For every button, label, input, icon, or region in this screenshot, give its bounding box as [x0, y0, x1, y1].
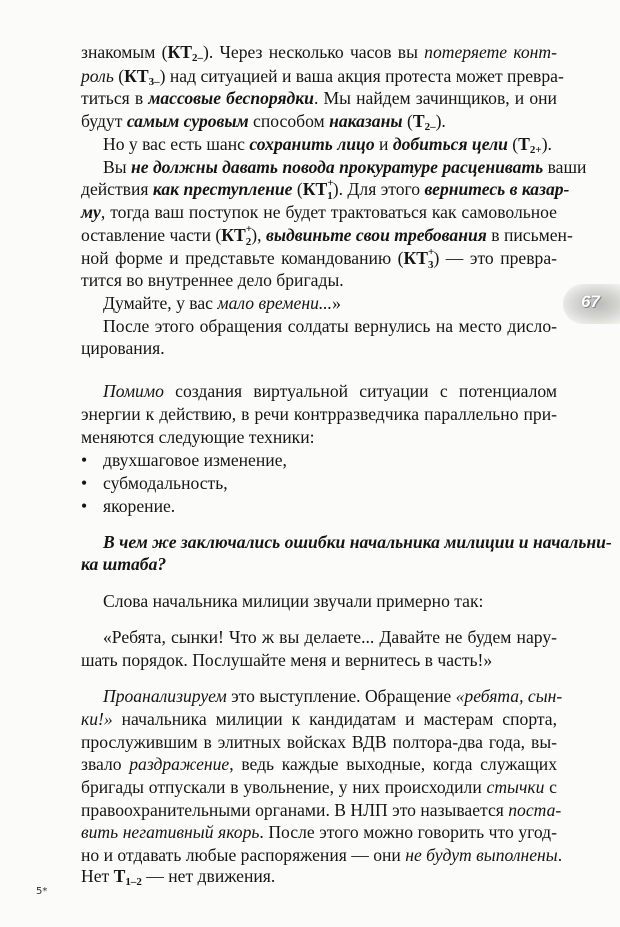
text-line: титься в массовые беспорядки. Мы найдем зачинщиков, и они — [81, 88, 557, 109]
text-line: меняются следующие техники: — [81, 426, 315, 447]
text-line: цирования. — [81, 338, 165, 359]
text-line: Помимо создания виртуальной ситуации с потенциалом — [103, 381, 557, 402]
text-line: будут самым суровым способом наказаны $(Т_{2-})$. — [81, 111, 446, 134]
page-number-tab — [563, 284, 620, 324]
text-line: тится во внутреннее дело бригады. — [81, 270, 344, 291]
text-line: Нет $Т_{1-2}$ — нет движения. — [81, 866, 276, 888]
text-line: Но у вас есть шанс сохранить лицо и добиться цели $(Т_{2+})$. — [103, 133, 552, 156]
text-line: правоохранительными органами. В НЛП это называется поста- — [81, 799, 562, 820]
list-item: • субмодальность, — [81, 472, 228, 493]
text-line: энергии к действию, в речи контрразведчика параллельно при- — [81, 403, 557, 424]
text-line: бригады отпускали в увольнение, у них происходили стычки с — [81, 776, 557, 797]
text-line: оставление части (КТ + 2), выдвиньте свои требования в письмен- — [81, 222, 573, 248]
text-line: му, тогда ваш поступок не будет трактоваться как самовольное — [81, 202, 557, 223]
text-line: прослужившим в элитных войсках ВДВ полтора-два года, вы- — [81, 731, 557, 752]
list-item: • двухшаговое изменение, — [81, 450, 287, 471]
section-question: ка штаба? — [81, 554, 167, 575]
text-line: Думайте, у вас мало времени...» — [103, 292, 341, 313]
text-line: действия как преступление (КТ + 1). Для этого вернитесь в казар- — [81, 177, 570, 203]
text-line: Проанализируем это выступление. Обращение «ребята, сын- — [103, 686, 563, 707]
text-line: После этого обращения солдаты вернулись на место дисло- — [103, 315, 557, 336]
list-item: • якорение. — [81, 495, 176, 516]
text-line: но и отдавать любые распоряжения — они не будут выполнены. — [81, 845, 563, 866]
text-line: ки!» начальника милиции к кандидатам и мастерам спорта, — [81, 708, 557, 729]
text-line: роль $(КТ_{3-})$ над ситуацией и ваша акция протеста может превра- — [81, 65, 564, 88]
text-line: знакомым $(КТ_{2-})$. Через несколько часов вы потеряете конт- — [81, 42, 557, 64]
page-number: 67 — [581, 292, 600, 311]
text-line: ной форме и представьте командованию (КТ + 3) — это превра- — [81, 245, 557, 271]
text-line: вить негативный якорь. После этого можно говорить что угод- — [81, 822, 557, 843]
text-line: Вы не должны давать повода прокуратуре расценивать ваши — [103, 156, 587, 177]
section-question: В чем же заключались ошибки начальника милиции и начальни- — [103, 531, 612, 552]
text-line: Слова начальника милиции звучали примерно так: — [103, 591, 484, 612]
footer-mark: 5* — [36, 886, 48, 897]
text-line: звало раздражение, ведь каждые выходные, когда служащих — [81, 754, 557, 775]
quote-line: шать порядок. Послушайте меня и вернитесь в часть!» — [81, 650, 493, 671]
quote-line: «Ребята, сынки! Что ж вы делаете... Давайте не будем нару- — [103, 627, 557, 648]
